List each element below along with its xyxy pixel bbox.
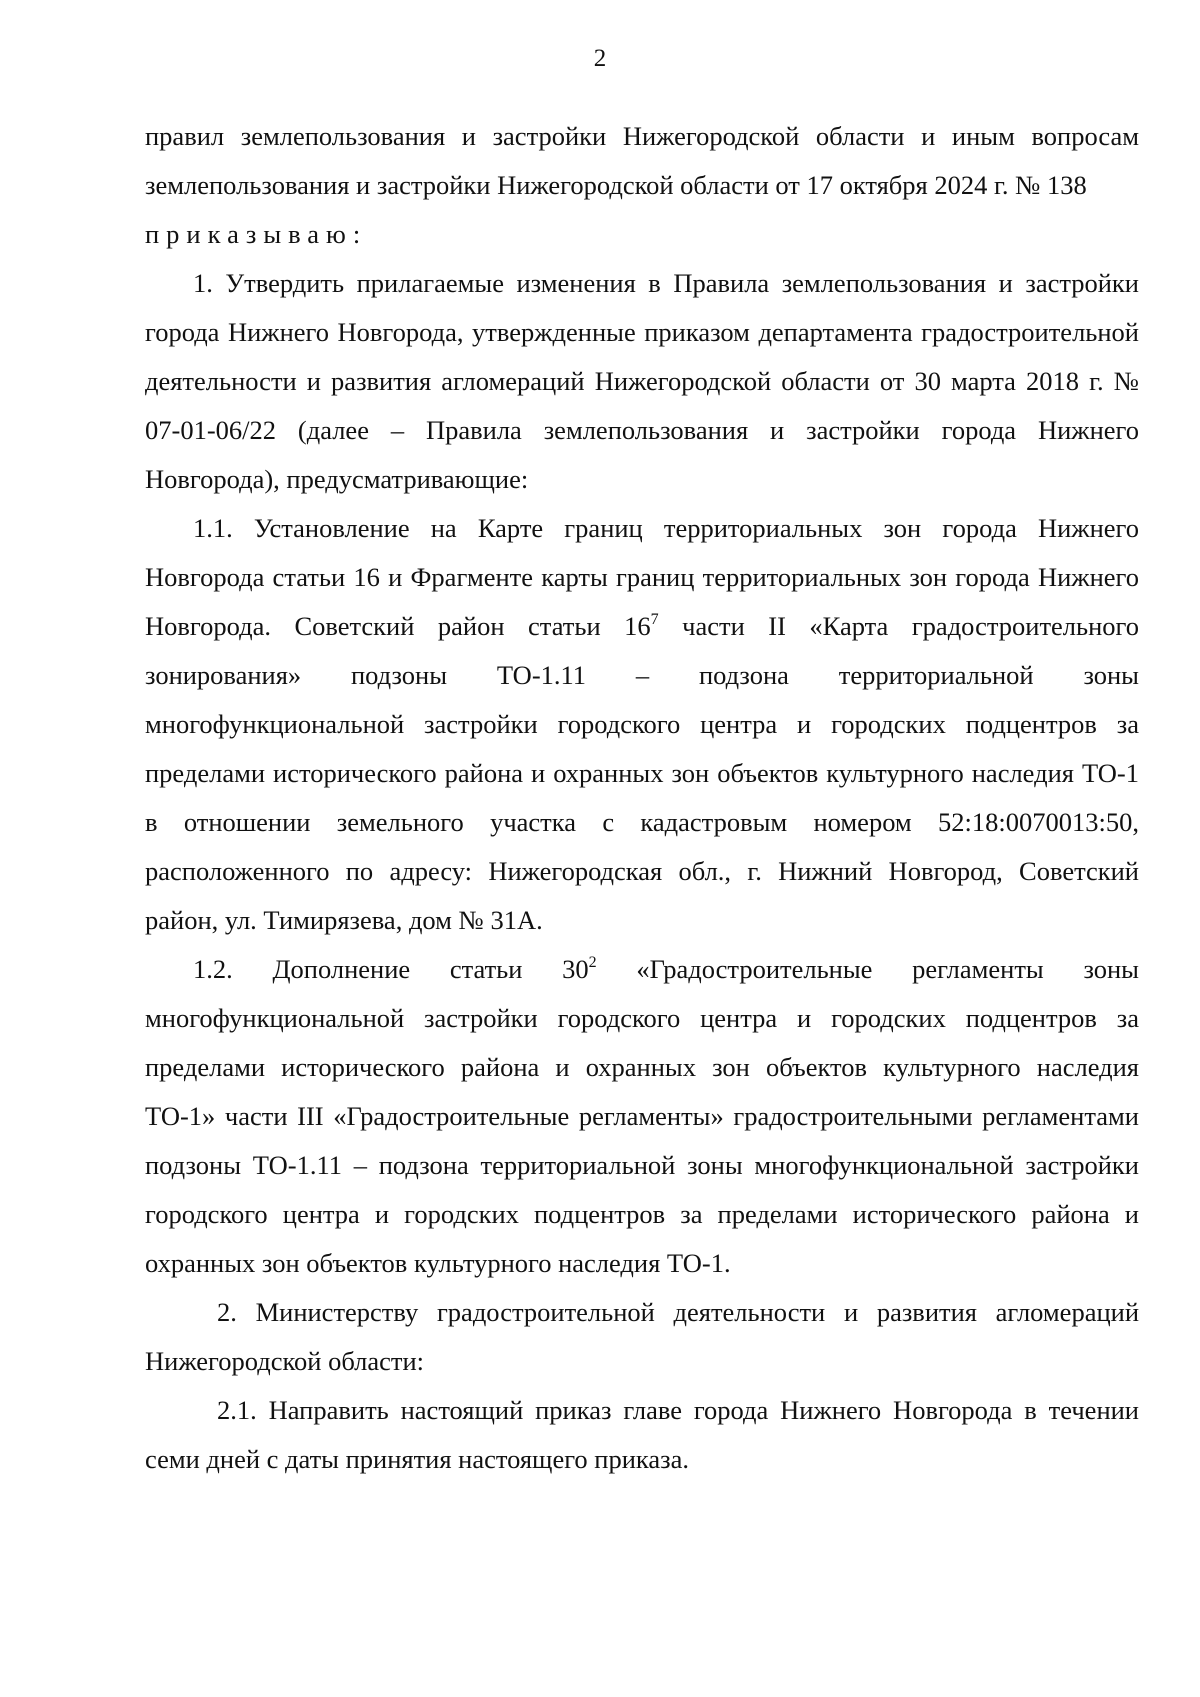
paragraph-preamble-end: правил землепользования и застройки Нижегородской области и иным вопросам землепользования и застройки Нижегородской области от 17 октября 2024 г. № 138 xyxy=(145,121,1139,200)
item-1-2-text-start: 1.2. Дополнение статьи 30 xyxy=(193,954,589,984)
item-1-2-text-end: «Градостроительные регламенты зоны многофункциональной застройки городского центра и городских подцентров за пределами исторического района и охранных зон объектов культурного наследия ТО-1» части III «Градостроительные регламенты» градостроительными регламентами подзоны ТО-1.11 – подзона территориальной зоны многофункциональной застройки городского центра и городских подцентров за пределами исторического района и охранных зон объектов культурного наследия ТО-1. xyxy=(145,954,1139,1278)
page-number: 2 xyxy=(593,45,607,72)
paragraph-order-word: приказываю: xyxy=(145,219,368,249)
paragraph-item-1: 1. Утвердить прилагаемые изменения в Правила землепользования и застройки города Нижнего Новгорода, утвержденные приказом департамента градостроительной деятельности и развития агломераций Нижегородской области от 30 марта 2018 г. № 07-01-06/22 (далее – Правила землепользования и застройки города Нижнего Новгорода), предусматривающие: xyxy=(145,268,1139,494)
item-1-2-superscript: 2 xyxy=(588,954,597,971)
document-body xyxy=(145,112,1139,1484)
paragraph-item-2: 2. Министерству градостроительной деятельности и развития агломераций Нижегородской области: xyxy=(145,1297,1139,1376)
paragraph-item-1-1 xyxy=(145,504,1139,945)
paragraph-item-1-2 xyxy=(145,945,1139,1288)
item-1-1-text-start: 1.1. Установление на Карте границ территориальных зон города Нижнего Новгорода статьи 16 и Фрагменте карты границ территориальных зон города Нижнего Новгорода. Советский район статьи 16 xyxy=(145,513,1139,641)
paragraph-item-2-1: 2.1. Направить настоящий приказ главе города Нижнего Новгорода в течении семи дней с даты принятия настоящего приказа. xyxy=(145,1395,1139,1474)
item-1-1-text-end: части II «Карта градостроительного зонирования» подзоны ТО-1.11 – подзона территориальной зоны многофункциональной застройки городского центра и городских подцентров за пределами исторического района и охранных зон объектов культурного наследия ТО-1 в отношении земельного участка с кадастровым номером 52:18:0070013:50, расположенного по адресу: Нижегородская обл., г. Нижний Новгород, Советский район, ул. Тимирязева, дом № 31А. xyxy=(145,611,1139,935)
item-1-1-superscript: 7 xyxy=(650,611,659,628)
